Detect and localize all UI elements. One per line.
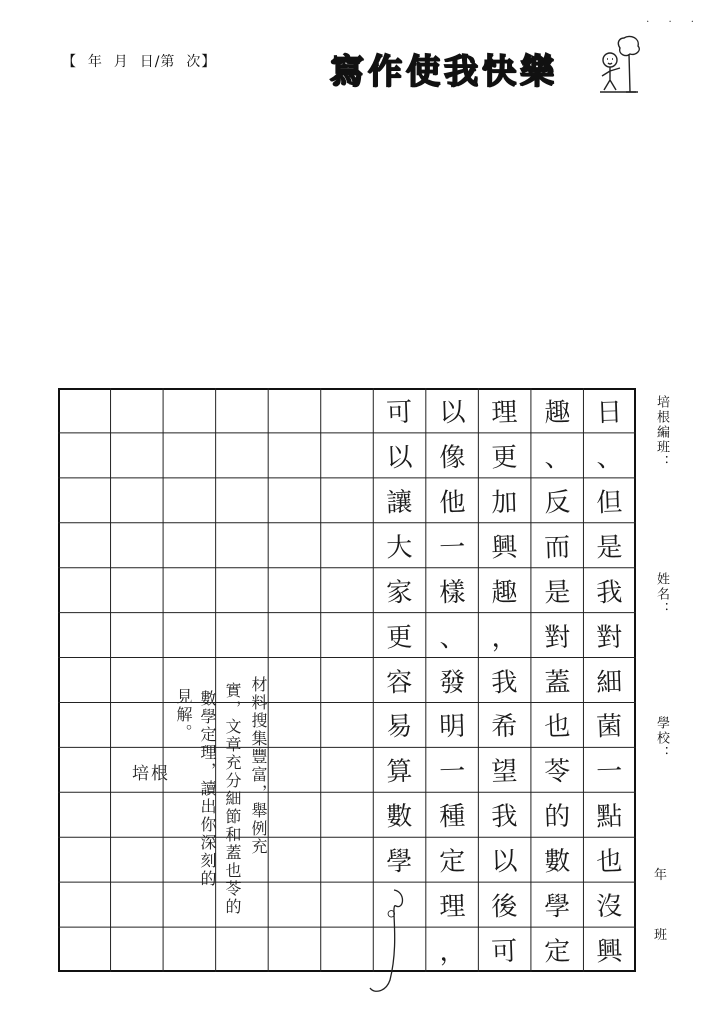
grid-cell: 興 [491,532,519,564]
grid-cell: 可 [386,397,414,429]
grid-cell: 加 [491,487,519,519]
grid-cell: 後 [491,891,519,923]
grid-cell: 讓 [386,487,414,519]
grid-cell: 可 [491,936,519,968]
grid-cell: 明 [438,711,466,743]
name-label: 姓名： [654,572,669,617]
grid-column [426,388,479,972]
grid-cell: 種 [438,801,466,833]
grid-cell: 而 [543,532,571,564]
teacher-comment-line-4: 見解。 [174,688,193,742]
grid-cell: 容 [386,667,414,698]
grid-cell: 更 [386,622,414,654]
grid-cell: 也 [596,846,624,878]
grid-cell: 沒 [596,891,624,923]
grid-cell: 。 [386,891,414,923]
grid-cell: 趣 [543,397,571,429]
grid-cell: 是 [596,532,624,564]
grid-cell: 以 [386,442,414,474]
grid-cell: 以 [438,397,466,429]
grid-cell: 數 [543,846,571,878]
grid-cell: 反 [543,487,571,519]
grid-cell: 對 [543,622,571,654]
grid-cell: 點 [596,801,624,833]
grid-cell: 算 [386,756,414,788]
pen-squiggle [360,880,420,1000]
grid-cell: 他 [438,487,466,519]
grid-cell: 苓 [543,756,571,788]
grid-cell: 樣 [438,577,466,609]
grid-cell: 的 [543,801,571,833]
grid-cell: 、 [596,442,624,474]
child-with-tree-icon [596,34,642,96]
grid-cell: 是 [543,577,571,609]
teacher-signature: 培根 [132,764,170,784]
teacher-comment-line-2: 實，文章充分細節和蓋也苓的 [223,682,242,916]
grid-cell: 以 [491,846,519,878]
page-title: 寫作使我快樂 [330,52,558,92]
teacher-comment-line-1: 材料搜集豐富，舉例充 [249,676,268,856]
grid-cell: 日 [596,397,624,429]
grid-cell: 我 [491,667,519,698]
grid-column [583,388,636,972]
grid-cell: ， [491,622,519,654]
school-label: 學校： [654,716,669,761]
grid-cell: 像 [438,442,466,474]
grid-cell: 希 [491,711,519,743]
grid-cell: 我 [491,801,519,833]
grid-cell: 望 [491,756,519,788]
grid-cell: 理 [491,397,519,429]
grid-cell: 定 [543,936,571,968]
grid-cell: 趣 [491,577,519,609]
grid-cell: 學 [543,891,571,923]
grid-cell: 大 [386,532,414,564]
grid-cell: 一 [438,532,466,564]
grid-cell: 也 [543,711,571,743]
corner-dots: . . . [646,14,702,25]
grid-cell: 學 [386,846,414,878]
grid-column [531,388,584,972]
grid-cell: 興 [596,936,624,968]
teacher-comment-line-3: 數學定理，讀出你深刻的 [198,690,217,888]
grid-cell: 、 [543,442,571,474]
grid-cell: 一 [596,756,624,788]
grade-label: 年 [654,868,668,883]
grid-cell: 家 [386,577,414,609]
grid-cell: 、 [438,622,466,654]
grid-cell: 對 [596,622,624,654]
grid-cell: 易 [386,711,414,743]
class-label: 班 [654,928,668,943]
grid-cell: 但 [596,487,624,519]
grid-cell: 定 [438,846,466,878]
grid-column [478,388,531,972]
class-id-label: 培根編班： [654,395,669,470]
grid-cell: 我 [596,577,624,609]
grid-cell: 理 [438,891,466,923]
grid-cell: 菌 [596,711,624,743]
grid-cell: 細 [596,667,624,698]
grid-cell: ， [438,936,466,968]
date-line: 【 年 月 日/第 次】 [62,54,217,70]
grid-cell: 數 [386,801,414,833]
grid-cell: 蓋 [543,667,571,698]
grid-cell: 更 [491,442,519,474]
grid-cell: 發 [438,667,466,698]
grid-cell: 一 [438,756,466,788]
writing-grid [58,388,636,972]
